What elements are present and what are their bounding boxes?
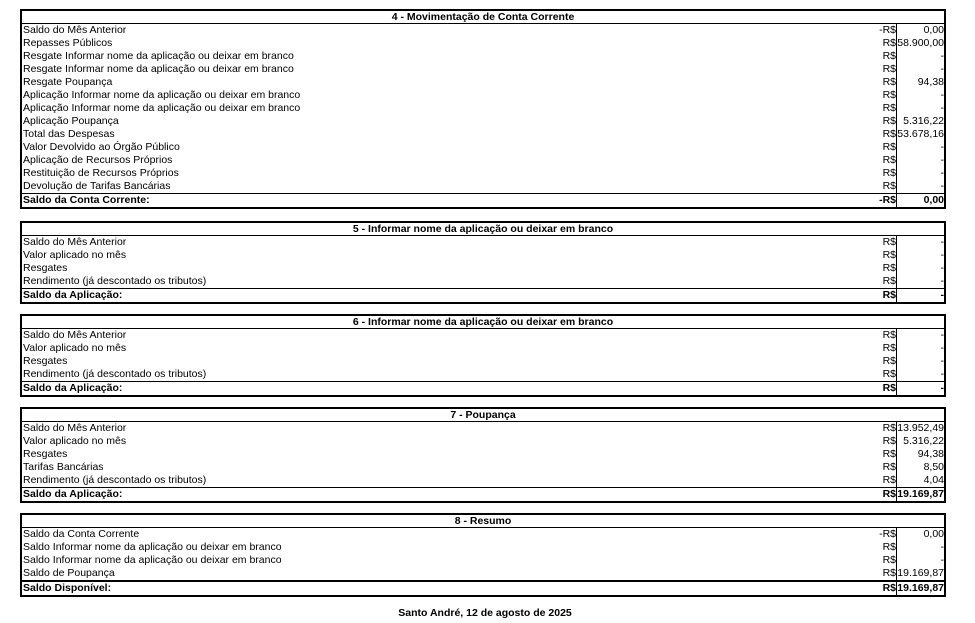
- table-row: [22, 63, 944, 76]
- table-row: [22, 37, 944, 50]
- row-value: -: [896, 368, 946, 381]
- row-currency: R$: [882, 262, 896, 274]
- row-currency: R$: [882, 275, 896, 287]
- total-value: 19.169,87: [897, 582, 944, 594]
- row-value: -: [896, 249, 946, 262]
- row-value: -: [896, 167, 946, 180]
- section-poupanca: [20, 407, 946, 503]
- row-label: Valor aplicado no mês: [23, 249, 127, 261]
- table-row: [22, 154, 944, 167]
- table-row: [22, 474, 944, 487]
- row-label: Saldo da Conta Corrente: [23, 528, 140, 540]
- total-value: -: [896, 289, 946, 302]
- row-label: Resgates: [23, 355, 68, 367]
- row-label: Rendimento (já descontado os tributos): [23, 474, 207, 486]
- row-value: -: [896, 154, 946, 167]
- row-currency: R$: [882, 448, 896, 460]
- total-row: [22, 288, 944, 302]
- total-currency: R$: [882, 582, 896, 594]
- row-currency: R$: [882, 180, 896, 192]
- row-value: -: [896, 541, 946, 554]
- table-row: [22, 567, 944, 580]
- row-currency: R$: [882, 102, 896, 114]
- table-row: [22, 461, 944, 474]
- row-label: Resgate Informar nome da aplicação ou deixar em branco: [23, 50, 294, 62]
- row-value: 94,38: [896, 448, 946, 461]
- row-label: Resgates: [23, 262, 68, 274]
- row-currency: -R$: [879, 528, 896, 540]
- section-title: 7 - Poupança: [22, 409, 944, 422]
- total-label: Saldo Disponível:: [23, 582, 112, 594]
- row-value: 4,04: [896, 474, 946, 487]
- row-label: Total das Despesas: [23, 128, 115, 140]
- row-currency: R$: [882, 89, 896, 101]
- row-value: 8,50: [896, 461, 946, 474]
- table-row: [22, 115, 944, 128]
- row-label: Saldo de Poupança: [23, 567, 115, 579]
- row-currency: R$: [882, 115, 896, 127]
- row-label: Resgate Informar nome da aplicação ou deixar em branco: [23, 63, 294, 75]
- row-value: 0,00: [896, 528, 946, 541]
- total-row: [22, 381, 944, 395]
- row-label: Saldo Informar nome da aplicação ou deixar em branco: [23, 554, 282, 566]
- table-row: [22, 128, 944, 141]
- section-resumo: [20, 513, 946, 597]
- row-currency: R$: [882, 461, 896, 473]
- total-currency: R$: [882, 488, 896, 500]
- total-currency: R$: [882, 289, 896, 301]
- table-row: [22, 76, 944, 89]
- row-currency: R$: [882, 435, 896, 447]
- row-value: 13.952,49: [897, 422, 944, 434]
- total-row: [22, 193, 944, 207]
- row-label: Resgate Poupança: [23, 76, 113, 88]
- row-value: -: [896, 329, 946, 342]
- row-value: -: [896, 342, 946, 355]
- row-value: 53.678,16: [897, 128, 944, 140]
- row-currency: R$: [882, 141, 896, 153]
- row-label: Repasses Públicos: [23, 37, 113, 49]
- table-row: [22, 236, 944, 249]
- table-row: [22, 422, 944, 435]
- section-title: 5 - Informar nome da aplicação ou deixar em branco: [22, 223, 944, 236]
- table-row: [22, 355, 944, 368]
- table-row: [22, 448, 944, 461]
- row-label: Saldo do Mês Anterior: [23, 236, 127, 248]
- row-value: 19.169,87: [897, 567, 944, 579]
- row-currency: R$: [882, 368, 896, 380]
- row-label: Aplicação Informar nome da aplicação ou deixar em branco: [23, 102, 301, 114]
- table-row: [22, 329, 944, 342]
- row-value: -: [896, 89, 946, 102]
- table-row: [22, 141, 944, 154]
- total-value: -: [896, 382, 946, 395]
- row-value: -: [896, 262, 946, 275]
- row-currency: R$: [882, 249, 896, 261]
- section-aplicacao-6: [20, 314, 946, 397]
- row-currency: -R$: [879, 24, 896, 36]
- table-row: [22, 167, 944, 180]
- footer-date-place: Santo André, 12 de agosto de 2025: [398, 607, 572, 619]
- row-label: Aplicação Poupança: [23, 115, 119, 127]
- row-label: Saldo do Mês Anterior: [23, 24, 127, 36]
- row-label: Valor Devolvido ao Órgão Público: [23, 141, 180, 153]
- table-row: [22, 275, 944, 288]
- row-value: -: [896, 355, 946, 368]
- total-label: Saldo da Aplicação:: [23, 382, 123, 394]
- row-currency: R$: [882, 329, 896, 341]
- table-row: [22, 24, 944, 37]
- table-row: [22, 50, 944, 63]
- total-label: Saldo da Aplicação:: [23, 289, 123, 301]
- row-currency: R$: [882, 236, 896, 248]
- row-value: -: [896, 180, 946, 193]
- total-label: Saldo da Conta Corrente:: [23, 194, 150, 206]
- table-row: [22, 368, 944, 381]
- row-label: Resgates: [23, 448, 68, 460]
- row-currency: R$: [882, 50, 896, 62]
- row-currency: R$: [882, 167, 896, 179]
- row-value: 5.316,22: [896, 115, 946, 128]
- total-currency: -R$: [879, 194, 896, 206]
- table-row: [22, 102, 944, 115]
- row-value: -: [896, 275, 946, 288]
- row-label: Devolução de Tarifas Bancárias: [23, 180, 171, 192]
- row-value: 94,38: [896, 76, 946, 89]
- row-label: Tarifas Bancárias: [23, 461, 104, 473]
- row-label: Rendimento (já descontado os tributos): [23, 368, 207, 380]
- row-value: -: [896, 141, 946, 154]
- total-row: [22, 487, 944, 501]
- row-label: Saldo do Mês Anterior: [23, 329, 127, 341]
- row-value: 5.316,22: [896, 435, 946, 448]
- section-title: 8 - Resumo: [22, 515, 944, 528]
- table-row: [22, 342, 944, 355]
- section-movimentacao-conta-corrente: [20, 9, 946, 209]
- total-currency: R$: [882, 382, 896, 394]
- row-currency: R$: [882, 63, 896, 75]
- table-row: [22, 541, 944, 554]
- section-aplicacao-5: [20, 221, 946, 304]
- row-currency: R$: [882, 128, 896, 140]
- row-currency: R$: [882, 76, 896, 88]
- row-value: -: [896, 236, 946, 249]
- row-label: Valor aplicado no mês: [23, 342, 127, 354]
- row-currency: R$: [882, 541, 896, 553]
- row-currency: R$: [882, 342, 896, 354]
- row-label: Saldo do Mês Anterior: [23, 422, 127, 434]
- table-row: [22, 262, 944, 275]
- section-title: 6 - Informar nome da aplicação ou deixar em branco: [22, 316, 944, 329]
- table-row: [22, 89, 944, 102]
- row-currency: R$: [882, 422, 896, 434]
- row-value: -: [896, 50, 946, 63]
- section-title: 4 - Movimentação de Conta Corrente: [22, 11, 944, 24]
- row-label: Valor aplicado no mês: [23, 435, 127, 447]
- row-currency: R$: [882, 474, 896, 486]
- table-row: [22, 554, 944, 567]
- row-currency: R$: [882, 554, 896, 566]
- row-label: Aplicação Informar nome da aplicação ou deixar em branco: [23, 89, 301, 101]
- row-currency: R$: [882, 37, 896, 49]
- row-currency: R$: [882, 154, 896, 166]
- row-label: Aplicação de Recursos Próprios: [23, 154, 173, 166]
- row-value: 58.900,00: [897, 37, 944, 49]
- row-currency: R$: [882, 355, 896, 367]
- row-label: Rendimento (já descontado os tributos): [23, 275, 207, 287]
- row-label: Restituição de Recursos Próprios: [23, 167, 179, 179]
- row-value: -: [896, 102, 946, 115]
- table-row: [22, 249, 944, 262]
- row-label: Saldo Informar nome da aplicação ou deixar em branco: [23, 541, 282, 553]
- total-label: Saldo da Aplicação:: [23, 488, 123, 500]
- total-value: 0,00: [896, 194, 946, 207]
- total-row: [22, 580, 944, 595]
- table-row: [22, 180, 944, 193]
- row-currency: R$: [882, 567, 896, 579]
- row-value: 0,00: [896, 24, 946, 37]
- table-row: [22, 528, 944, 541]
- table-row: [22, 435, 944, 448]
- total-value: 19.169,87: [897, 488, 944, 500]
- row-value: -: [896, 63, 946, 76]
- row-value: -: [896, 554, 946, 567]
